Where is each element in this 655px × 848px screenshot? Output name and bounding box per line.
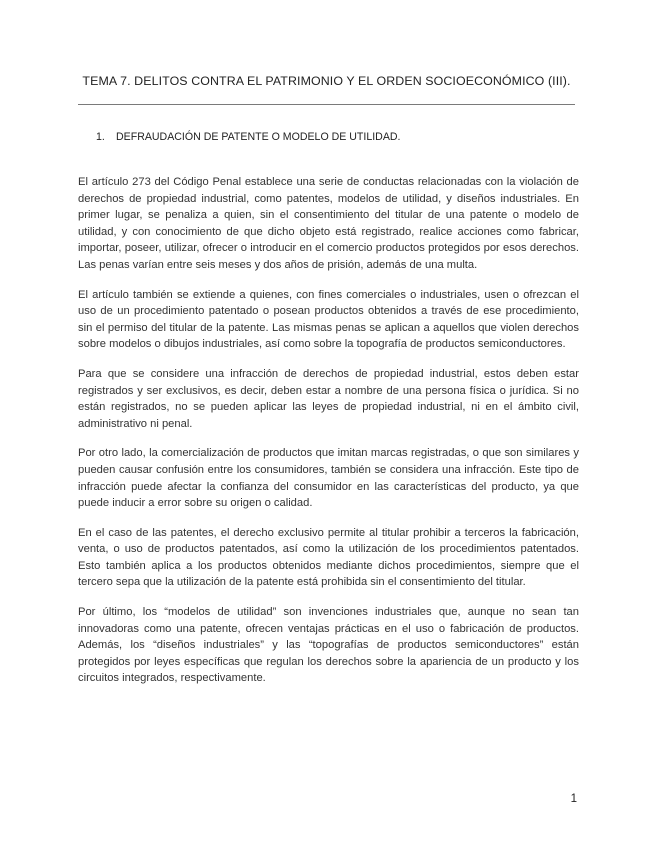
section-number: 1. (96, 131, 105, 143)
paragraph: Por último, los “modelos de utilidad” son invenciones industriales que, aunque no sean tan innovadoras como una patente, ofrecen ventajas prácticas en el uso o fabricación de productos. Además, los “diseños industriales” y las “topografías de productos semiconductores” están protegidos por leyes específicas que regulan los derechos sobre la apariencia de un producto y los circuitos integrados, respectivamente. (78, 606, 579, 685)
paragraph: Para que se considere una infracción de derechos de propiedad industrial, estos deben estar registrados y ser exclusivos, es decir, deben estar a nombre de una persona física o jurídica. Si no están registrados, no se pueden aplicar las leyes de propiedad industrial, ni en el ámbito civil, administrativo ni penal. (78, 367, 579, 430)
section-heading-text: DEFRAUDACIÓN DE PATENTE O MODELO DE UTILIDAD. (116, 131, 401, 143)
page-title: TEMA 7. DELITOS CONTRA EL PATRIMONIO Y EL ORDEN SOCIOECONÓMICO (III). (82, 74, 571, 88)
title-divider (78, 104, 575, 105)
section-heading (96, 131, 401, 143)
page-number: 1 (570, 793, 577, 805)
paragraph: En el caso de las patentes, el derecho exclusivo permite al titular prohibir a terceros la fabricación, venta, o uso de productos patentados, así como la utilización de los procedimientos patentados. Esto también aplica a los productos obtenidos mediante dichos procedimientos, siempre que el tercero sepa que la utilización de la patente está prohibida sin el consentimiento del titular. (78, 526, 579, 589)
paragraph: El artículo también se extiende a quienes, con fines comerciales o industriales, usen o ofrezcan el uso de un procedimiento patentado o posean productos obtenidos a través de ese procedimiento, sin el permiso del titular de la patente. Las mismas penas se aplican a aquellos que violen derechos sobre modelos o dibujos industriales, así como sobre la topografía de productos semiconductores. (78, 288, 579, 351)
body-text (78, 174, 579, 700)
paragraph: El artículo 273 del Código Penal establece una serie de conductas relacionadas con la violación de derechos de propiedad industrial, como patentes, modelos de utilidad, y diseños industriales. En primer lugar, se penaliza a quien, sin el consentimiento del titular de una patente o modelo de utilidad, y con conocimiento de que dicho objeto está registrado, realice acciones como fabricar, importar, poseer, utilizar, ofrecer o introducir en el comercio productos protegidos por esos derechos. Las penas varían entre seis meses y dos años de prisión, además de una multa. (78, 176, 579, 271)
paragraph: Por otro lado, la comercialización de productos que imitan marcas registradas, o que son similares y pueden causar confusión entre los consumidores, también se considera una infracción. Este tipo de infracción puede afectar la confianza del consumidor en las características del producto, ya que puede inducir a error sobre su origen o calidad. (78, 447, 579, 510)
